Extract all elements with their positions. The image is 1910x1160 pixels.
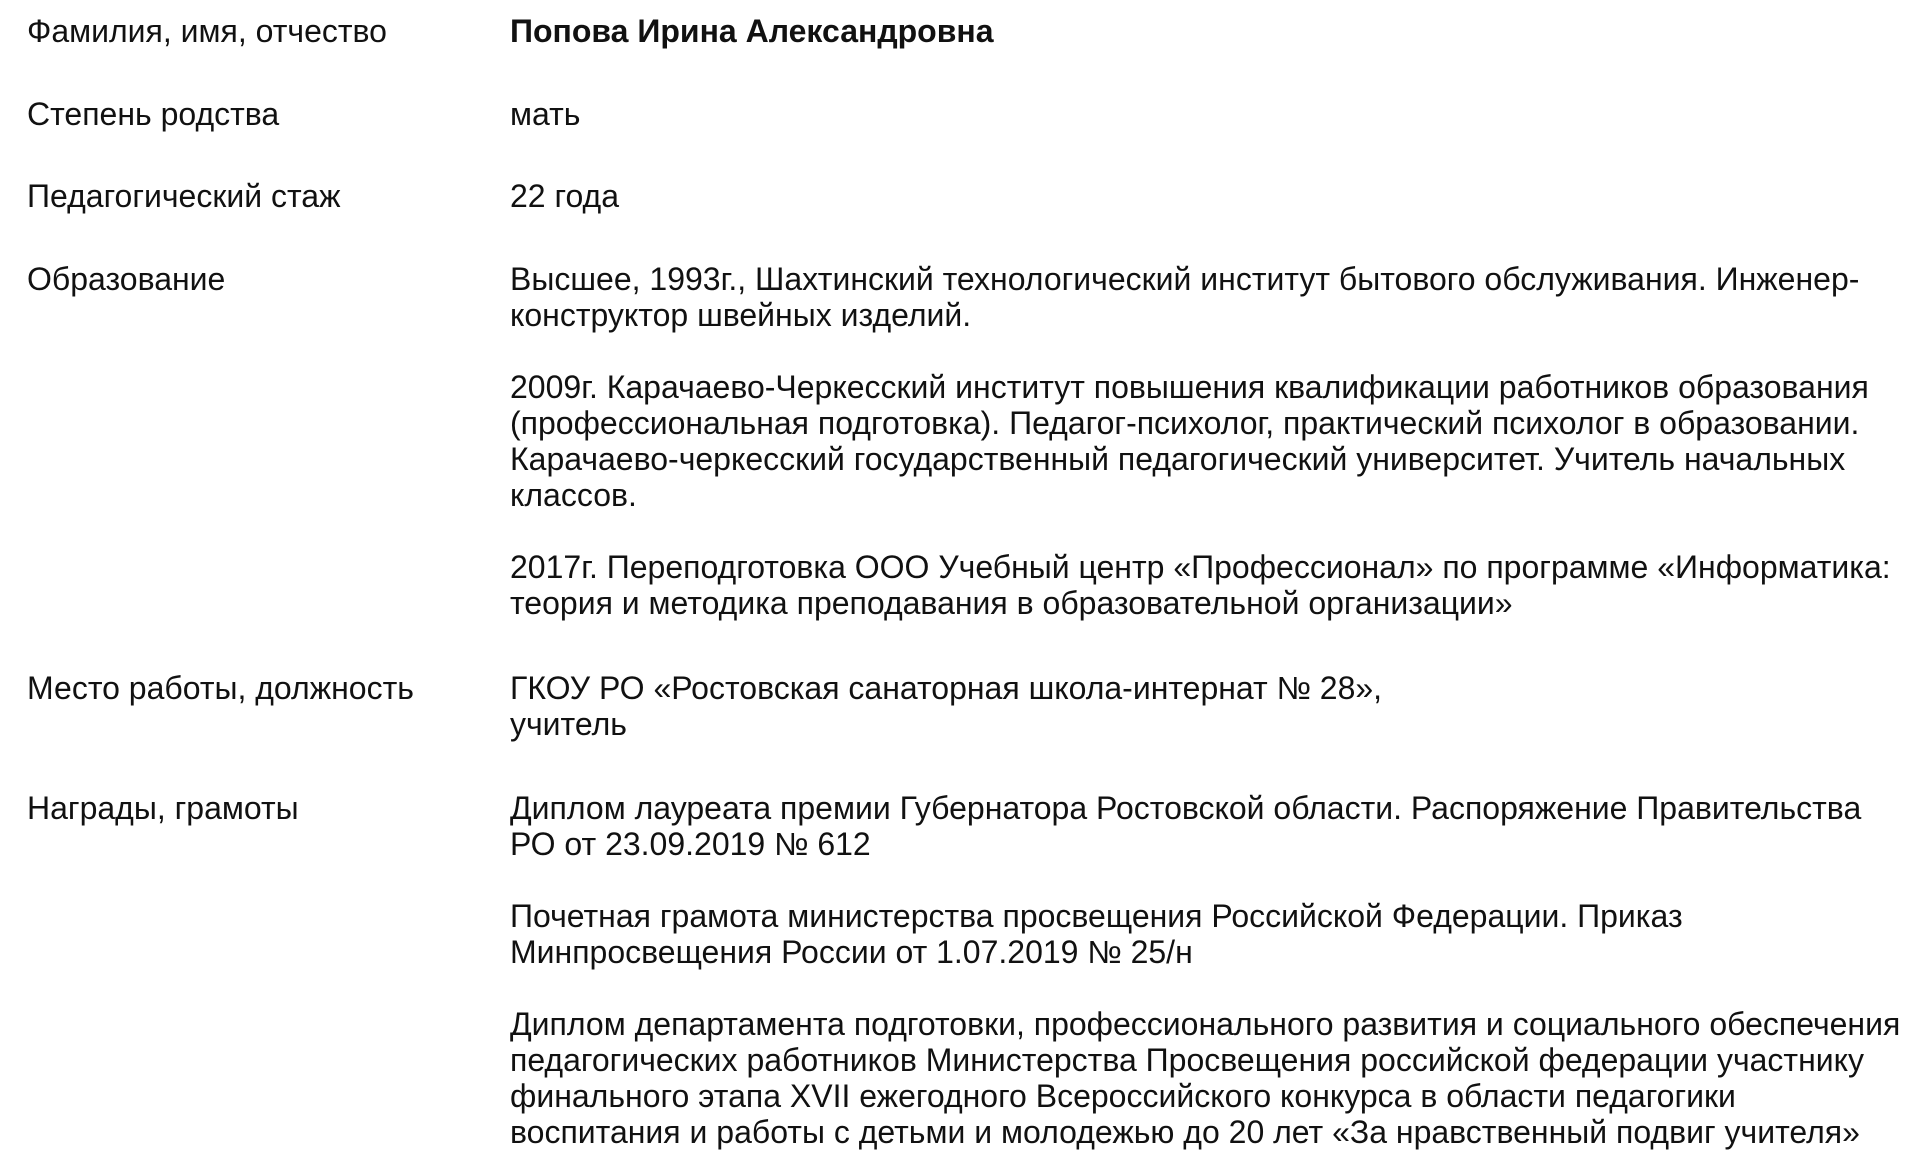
relation-label: Степень родства bbox=[27, 96, 280, 132]
education-paragraph: 2009г. Карачаево-Черкесский институт повышения квалификации работников образования (профессиональная подготовка). Педагог-психолог, практический психолог в образовании. Карачаево-черкесский государственный педагогический университет. Учитель начальных классов. bbox=[510, 369, 1869, 513]
awards-value bbox=[510, 790, 1905, 1150]
workplace-value bbox=[510, 670, 1905, 742]
workplace-text: ГКОУ РО «Ростовская санаторная школа-интернат № 28», учитель bbox=[510, 670, 1383, 742]
education-paragraph: 2017г. Переподготовка ООО Учебный центр «Профессионал» по программе «Информатика: теория и методика преподавания в образовательной организации» bbox=[510, 549, 1891, 621]
workplace-label: Место работы, должность bbox=[27, 670, 414, 706]
full-name-label: Фамилия, имя, отчество bbox=[27, 13, 387, 49]
education-value bbox=[510, 261, 1905, 621]
awards-label: Награды, грамоты bbox=[27, 790, 299, 826]
award-paragraph: Диплом лауреата премии Губернатора Ростовской области. Распоряжение Правительства РО от 23.09.2019 № 612 bbox=[510, 790, 1862, 862]
award-paragraph: Почетная грамота министерства просвещения Российской Федерации. Приказ Минпросвещения России от 1.07.2019 № 25/н bbox=[510, 898, 1683, 970]
education-label: Образование bbox=[27, 261, 226, 297]
teaching-experience-label: Педагогический стаж bbox=[27, 178, 341, 214]
award-paragraph: Диплом департамента подготовки, профессионального развития и социального обеспечения педагогических работников Министерства Просвещения российской федерации участнику финального этапа XVII ежегодного Всероссийского конкурса в области педагогики воспитания и работы с детьми и молодежью до 20 лет «За нравственный подвиг учителя» bbox=[510, 1006, 1901, 1150]
full-name-value: Попова Ирина Александровна bbox=[510, 13, 994, 49]
teaching-experience-value: 22 года bbox=[510, 178, 620, 214]
education-paragraph: Высшее, 1993г., Шахтинский технологический институт бытового обслуживания. Инженер- конструктор швейных изделий. bbox=[510, 261, 1860, 333]
relation-value: мать bbox=[510, 96, 581, 132]
